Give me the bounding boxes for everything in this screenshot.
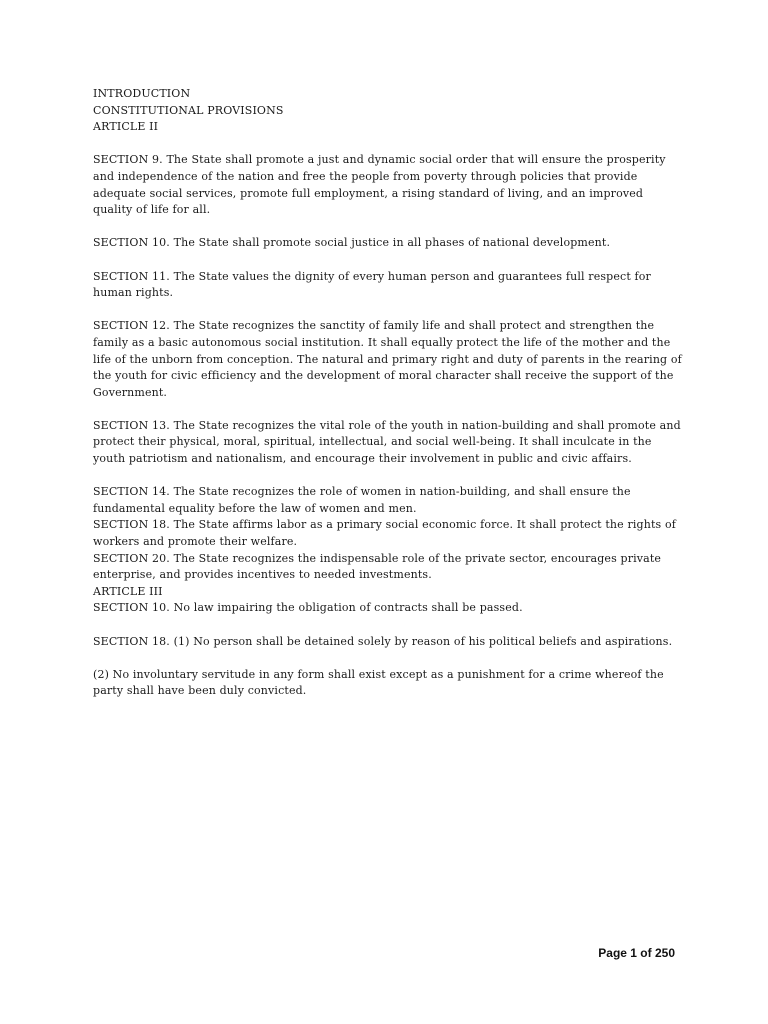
heading-constitutional-provisions: CONSTITUTIONAL PROVISIONS: [93, 103, 284, 117]
page-number-footer: Page 1 of 250: [598, 946, 675, 960]
article-iii-section-18-2-paragraph: (2) No involuntary servitude in any form shall exist except as a punishment for a crime whereof the party shall have been duly convicted.: [93, 667, 664, 698]
heading-article-iii: ARTICLE III: [93, 584, 163, 598]
article-iii-section-18-1-paragraph: SECTION 18. (1) No person shall be detained solely by reason of his political beliefs and aspirations.: [93, 634, 673, 648]
section-11-paragraph: SECTION 11. The State values the dignity of every human person and guarantees full respect for human rights.: [93, 269, 651, 300]
document-body: [93, 86, 683, 700]
heading-article-ii: ARTICLE II: [93, 120, 159, 134]
section-18-paragraph: SECTION 18. The State affirms labor as a primary social economic force. It shall protect the rights of workers and promote their welfare.: [93, 518, 676, 549]
heading-introduction: INTRODUCTION: [93, 87, 191, 100]
section-14-paragraph: SECTION 14. The State recognizes the role of women in nation-building, and shall ensure the fundamental equality before the law of women and men.: [93, 485, 631, 515]
section-10-paragraph: SECTION 10. The State shall promote social justice in all phases of national development.: [93, 236, 611, 250]
article-iii-section-10-paragraph: SECTION 10. No law impairing the obligation of contracts shall be passed.: [93, 601, 523, 615]
section-12-paragraph: SECTION 12. The State recognizes the sanctity of family life and shall protect and strengthen the family as a basic autonomous social institution. It shall equally protect the life of the mother and the life of the unborn from conception. The natural and primary right and duty of parents in the rearing of the youth for civic efficiency and the development of moral character shall receive the support of the Government.: [93, 319, 682, 399]
section-9-paragraph: SECTION 9. The State shall promote a just and dynamic social order that will ensure the prosperity and independence of the nation and free the people from poverty through policies that provide adequate social services, promote full employment, a rising standard of living, and an improved quality of life for all.: [93, 153, 666, 217]
section-20-paragraph: SECTION 20. The State recognizes the indispensable role of the private sector, encourages private enterprise, and provides incentives to needed investments.: [93, 551, 662, 582]
section-13-paragraph: SECTION 13. The State recognizes the vital role of the youth in nation-building and shall promote and protect their physical, moral, spiritual, intellectual, and social well-being. It shall inculcate in the youth patriotism and nationalism, and encourage their involvement in public and civic affairs.: [93, 418, 681, 466]
